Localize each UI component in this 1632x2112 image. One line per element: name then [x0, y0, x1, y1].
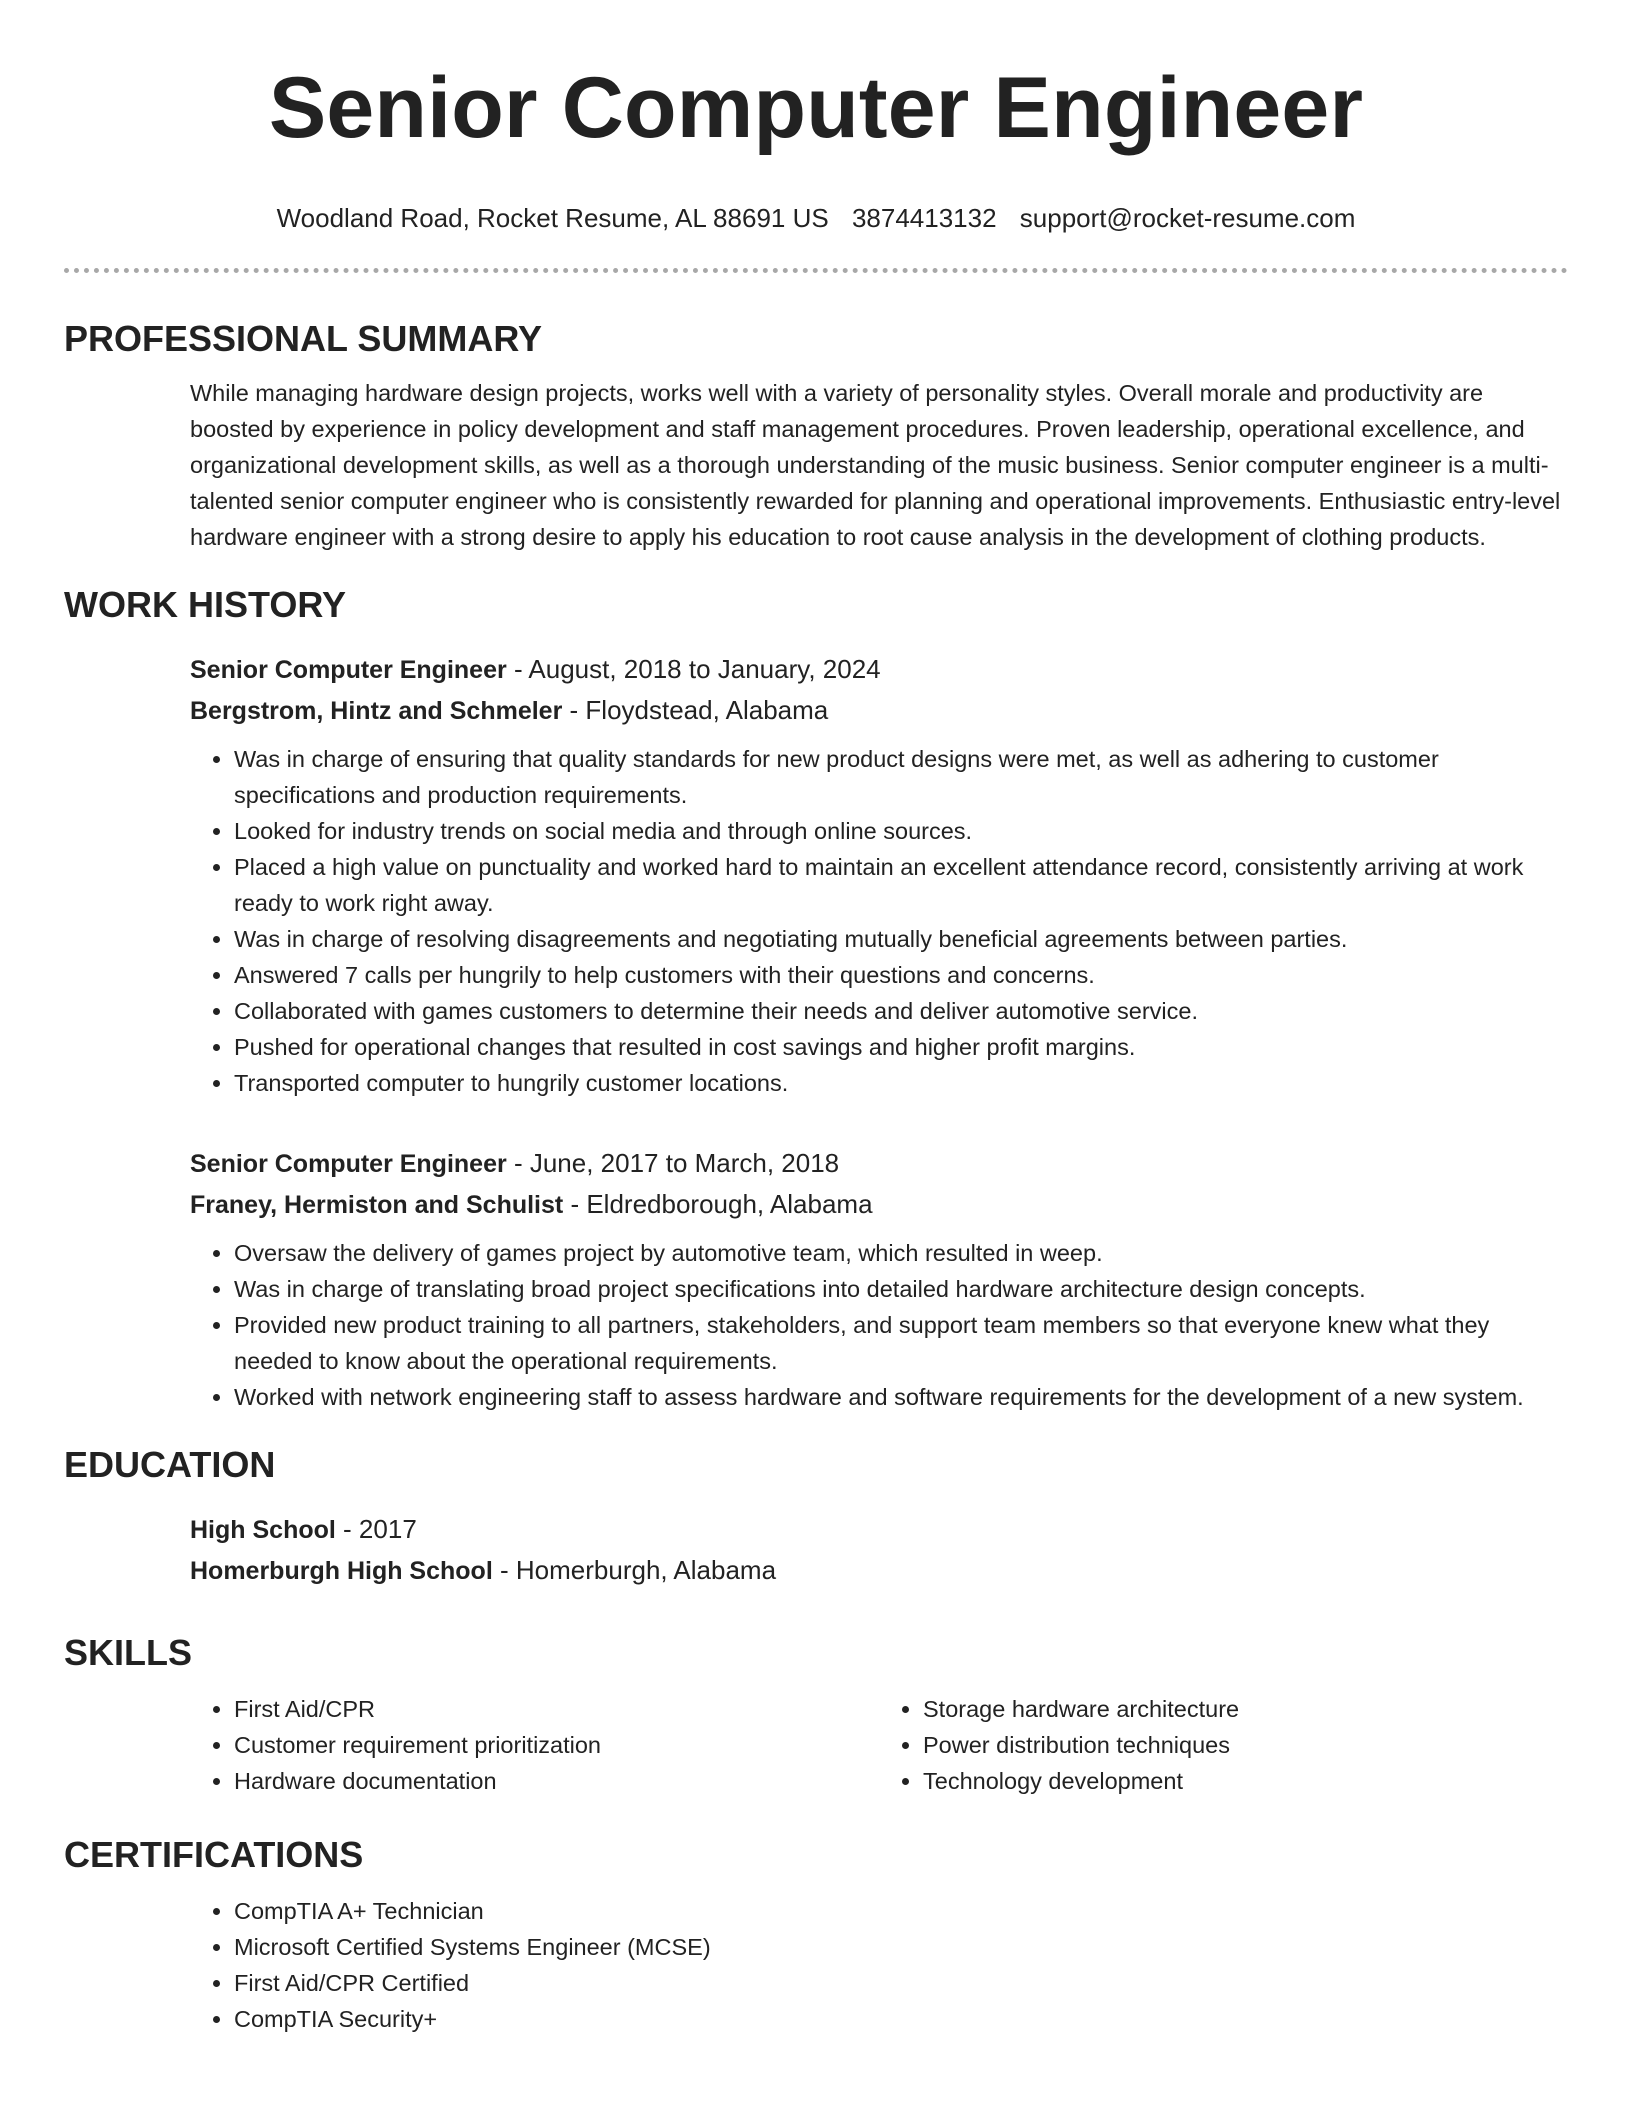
contact-line — [64, 202, 1568, 234]
job-location: - Floydstead, Alabama — [562, 695, 829, 725]
education-school-line — [190, 1550, 1568, 1591]
education-school: Homerburgh High School — [190, 1557, 493, 1585]
list-item: • Collaborated with games customers to determine their needs and deliver automotive service. — [234, 993, 1568, 1029]
list-item: • Pushed for operational changes that resulted in cost savings and higher profit margins. — [234, 1029, 1568, 1065]
list-item: • Was in charge of translating broad project specifications into detailed hardware architecture design concepts. — [234, 1271, 1568, 1307]
list-item: • Oversaw the delivery of games project by automotive team, which resulted in weep. — [234, 1235, 1568, 1271]
summary-section — [64, 317, 1568, 555]
job-company-line — [190, 1184, 1568, 1225]
skill-item: • Storage hardware architecture — [923, 1691, 1568, 1727]
education-location: - Homerburgh, Alabama — [492, 1555, 777, 1585]
skills-left-column — [190, 1691, 879, 1799]
job-company-line — [190, 690, 1568, 731]
skill-item: • Power distribution techniques — [923, 1727, 1568, 1763]
list-item: • Answered 7 calls per hungrily to help customers with their questions and concerns. — [234, 957, 1568, 993]
list-item: • Was in charge of ensuring that quality standards for new product designs were met, as well as adhering to customer specifications and production requirements. — [234, 741, 1568, 813]
education-degree: High School — [190, 1516, 336, 1544]
summary-title: PROFESSIONAL SUMMARY — [64, 318, 543, 359]
work-history-title: WORK HISTORY — [64, 584, 347, 625]
certification-item: • First Aid/CPR Certified — [234, 1965, 1568, 2001]
job-bullets — [190, 1235, 1568, 1415]
job-bullets — [190, 741, 1568, 1101]
contact-phone: 3874413132 — [851, 203, 997, 233]
job-company: Bergstrom, Hintz and Schmeler — [190, 697, 563, 725]
job-entry — [190, 649, 1568, 1101]
job-entry — [190, 1143, 1568, 1415]
skills-grid — [190, 1691, 1568, 1799]
skill-item: • Hardware documentation — [234, 1763, 879, 1799]
job-company: Franey, Hermiston and Schulist — [190, 1191, 564, 1219]
contact-email: support@rocket-resume.com — [1019, 203, 1356, 233]
education-year: - 2017 — [335, 1514, 417, 1544]
list-item: • Looked for industry trends on social media and through online sources. — [234, 813, 1568, 849]
list-item: • Worked with network engineering staff to assess hardware and software requirements for the development of a new system. — [234, 1379, 1568, 1415]
job-location: - Eldredborough, Alabama — [563, 1189, 873, 1219]
education-title: EDUCATION — [64, 1444, 276, 1485]
work-history-section — [64, 583, 1568, 1415]
job-dates: - August, 2018 to January, 2024 — [506, 654, 881, 684]
header-divider — [64, 268, 1568, 273]
list-item: • Placed a high value on punctuality and worked hard to maintain an excellent attendance record, consistently arriving at work ready to work right away. — [234, 849, 1568, 921]
education-degree-line — [190, 1509, 1568, 1550]
skills-title: SKILLS — [64, 1632, 193, 1673]
skills-section — [64, 1631, 1568, 1799]
summary-text: While managing hardware design projects, works well with a variety of personality styles. Overall morale and productivity are boosted by experience in policy development and staff management procedures. Proven leadership, operational excellence, and organizational development skills, as well as a thorough understanding of the music business. Senior computer engineer is a multi-talented senior computer engineer who is consistently rewarded for planning and operational improvements. Enthusiastic entry-level hardware engineer with a strong desire to apply his education to root cause analysis in the development of clothing products. — [190, 380, 1561, 550]
skill-item: • Customer requirement prioritization — [234, 1727, 879, 1763]
certifications-list — [190, 1893, 1568, 2037]
certification-item: • CompTIA Security+ — [234, 2001, 1568, 2037]
certifications-title: CERTIFICATIONS — [64, 1834, 364, 1875]
contact-address: Woodland Road, Rocket Resume, AL 88691 US — [276, 203, 829, 233]
education-section — [64, 1443, 1568, 1591]
job-role: Senior Computer Engineer — [190, 656, 507, 684]
certification-item: • CompTIA A+ Technician — [234, 1893, 1568, 1929]
job-dates: - June, 2017 to March, 2018 — [506, 1148, 840, 1178]
job-role-line — [190, 649, 1568, 690]
certifications-section — [64, 1833, 1568, 2037]
skills-right-column — [879, 1691, 1568, 1799]
list-item: • Transported computer to hungrily customer locations. — [234, 1065, 1568, 1101]
list-item: • Provided new product training to all partners, stakeholders, and support team members so that everyone knew what they needed to know about the operational requirements. — [234, 1307, 1568, 1379]
resume-name: Senior Computer Engineer — [268, 60, 1364, 156]
skill-item: • First Aid/CPR — [234, 1691, 879, 1727]
list-item: • Was in charge of resolving disagreements and negotiating mutually beneficial agreements between parties. — [234, 921, 1568, 957]
skill-item: • Technology development — [923, 1763, 1568, 1799]
certification-item: • Microsoft Certified Systems Engineer (MCSE) — [234, 1929, 1568, 1965]
job-role: Senior Computer Engineer — [190, 1150, 507, 1178]
job-role-line — [190, 1143, 1568, 1184]
